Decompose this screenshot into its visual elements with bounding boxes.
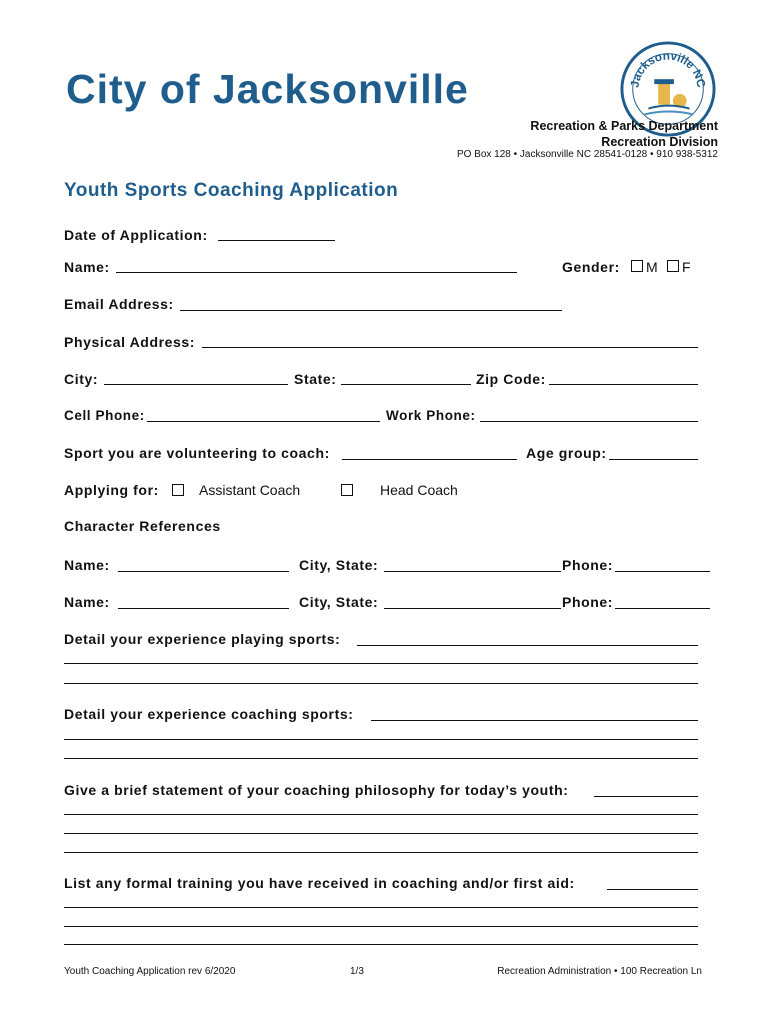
training-line-1[interactable] [607, 889, 698, 890]
gender-label: Gender: [562, 259, 620, 275]
email-label: Email Address: [64, 296, 174, 312]
playing-experience-line-3[interactable] [64, 683, 698, 684]
gender-m-checkbox[interactable] [631, 260, 643, 272]
city-field[interactable] [104, 384, 288, 385]
training-line-4[interactable] [64, 944, 698, 945]
head-coach-checkbox[interactable] [341, 484, 353, 496]
ref2-name-label: Name: [64, 594, 110, 610]
ref1-name-field[interactable] [118, 571, 289, 572]
page-title: City of Jacksonville [66, 66, 469, 112]
ref2-name-field[interactable] [118, 608, 289, 609]
sport-label: Sport you are volunteering to coach: [64, 445, 330, 461]
training-line-2[interactable] [64, 907, 698, 908]
department-name: Recreation & Parks Department [530, 119, 718, 133]
sport-field[interactable] [342, 459, 517, 460]
work-phone-label: Work Phone: [386, 408, 476, 423]
philosophy-line-3[interactable] [64, 833, 698, 834]
ref2-city-state-label: City, State: [299, 594, 379, 610]
coaching-experience-label: Detail your experience coaching sports: [64, 706, 354, 722]
ref2-phone-field[interactable] [615, 608, 710, 609]
playing-experience-line-2[interactable] [64, 663, 698, 664]
gender-f-label: F [682, 259, 691, 275]
age-group-field[interactable] [609, 459, 698, 460]
philosophy-line-1[interactable] [594, 796, 698, 797]
state-field[interactable] [341, 384, 471, 385]
ref2-city-state-field[interactable] [384, 608, 561, 609]
ref1-phone-label: Phone: [562, 557, 614, 573]
date-label: Date of Application: [64, 227, 208, 243]
references-heading: Character References [64, 518, 221, 534]
footer-revision: Youth Coaching Application rev 6/2020 [64, 966, 236, 977]
svg-text:Jacksonville NC: Jacksonville NC [628, 49, 708, 89]
applying-for-label: Applying for: [64, 482, 159, 498]
ref1-city-state-label: City, State: [299, 557, 379, 573]
physical-address-label: Physical Address: [64, 334, 196, 350]
ref1-city-state-field[interactable] [384, 571, 561, 572]
form-title: Youth Sports Coaching Application [64, 180, 399, 201]
assistant-coach-label: Assistant Coach [199, 482, 301, 498]
cell-phone-field[interactable] [147, 421, 380, 422]
department-block [530, 118, 718, 150]
age-group-label: Age group: [526, 445, 607, 461]
ref1-phone-field[interactable] [615, 571, 710, 572]
email-field[interactable] [180, 310, 562, 311]
name-label: Name: [64, 259, 110, 275]
work-phone-field[interactable] [480, 421, 698, 422]
zip-field[interactable] [549, 384, 698, 385]
training-line-3[interactable] [64, 926, 698, 927]
coaching-experience-line-3[interactable] [64, 758, 698, 759]
footer-address: Recreation Administration • 100 Recreation Ln [497, 966, 702, 977]
name-field[interactable] [116, 272, 517, 273]
city-label: City: [64, 371, 99, 387]
gender-f-checkbox[interactable] [667, 260, 679, 272]
physical-address-field[interactable] [202, 347, 698, 348]
state-label: State: [294, 371, 337, 387]
contact-address: PO Box 128 • Jacksonville NC 28541-0128 • 910 938-5312 [456, 149, 718, 160]
coaching-experience-line-2[interactable] [64, 739, 698, 740]
footer-page-number: 1/3 [350, 966, 364, 977]
playing-experience-line-1[interactable] [357, 645, 698, 646]
gender-m-label: M [646, 259, 658, 275]
ref1-name-label: Name: [64, 557, 110, 573]
philosophy-label: Give a brief statement of your coaching philosophy for today’s youth: [64, 782, 569, 798]
head-coach-label: Head Coach [380, 482, 458, 498]
assistant-coach-checkbox[interactable] [172, 484, 184, 496]
ref2-phone-label: Phone: [562, 594, 614, 610]
philosophy-line-2[interactable] [64, 814, 698, 815]
philosophy-line-4[interactable] [64, 852, 698, 853]
date-field[interactable] [218, 240, 335, 241]
coaching-experience-line-1[interactable] [371, 720, 698, 721]
division-name: Recreation Division [601, 135, 718, 149]
zip-label: Zip Code: [476, 371, 546, 387]
cell-phone-label: Cell Phone: [64, 408, 145, 423]
training-label: List any formal training you have received in coaching and/or first aid: [64, 875, 575, 891]
playing-experience-label: Detail your experience playing sports: [64, 631, 341, 647]
